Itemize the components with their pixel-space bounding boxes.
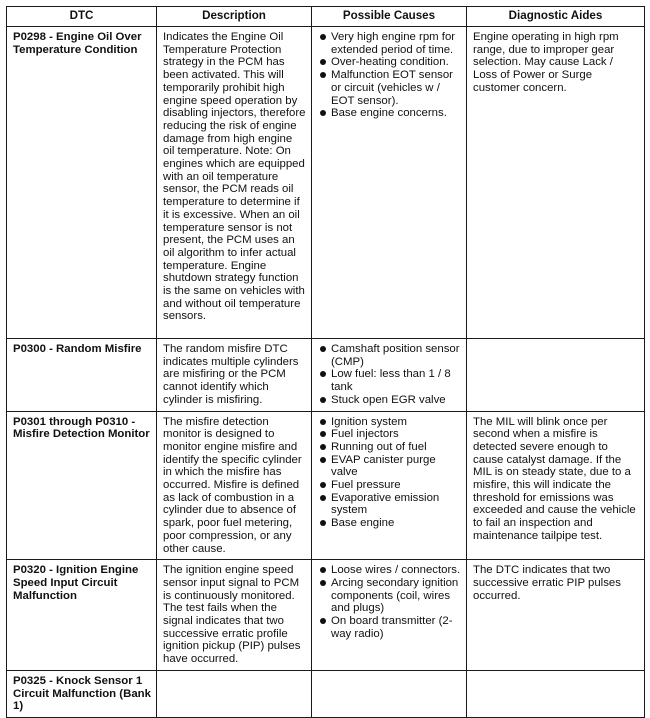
diagnostic-aides-cell: The MIL will blink once per second when a misfire is detected severe enough to cause catalyst damage. If the MIL is on steady state, due to a misfire, this will indicate the threshold for emissions was exceeded and cause the vehicle to fail an inspection and maintenance tailpipe test. bbox=[467, 411, 645, 560]
bullet-icon bbox=[320, 482, 326, 488]
list-item: Loose wires / connectors. bbox=[318, 564, 461, 577]
description-cell: Indicates the Engine Oil Temperature Protection strategy in the PCM has been activated. This will temporarily prohibit high engine speed operation by disabling injectors, therefore reducing the risk of engine damage from high engine oil temperature. Note: On engines which are equipped with an oil temperature sensor, the PCM reads oil temperature to determine if it is excessive. When an oil temperature sensor is not present, the PCM uses an oil algorithm to infer actual temperature. Engine shutdown strategy function is the same on vehicles with and without oil temperature sensors. bbox=[157, 27, 312, 339]
description-cell: The random misfire DTC indicates multiple cylinders are misfiring or the PCM cannot identify which cylinder is misfiring. bbox=[157, 339, 312, 412]
bullet-icon bbox=[320, 520, 326, 526]
dtc-table bbox=[6, 6, 645, 718]
header-possible-causes: Possible Causes bbox=[312, 7, 467, 27]
bullet-icon bbox=[320, 59, 326, 65]
bullet-icon bbox=[320, 431, 326, 437]
dtc-code-cell: P0301 through P0310 - Misfire Detection Monitor bbox=[7, 411, 157, 560]
bullet-icon bbox=[320, 72, 326, 78]
bullet-icon bbox=[320, 419, 326, 425]
list-item: Over-heating condition. bbox=[318, 56, 461, 69]
list-item: Fuel injectors bbox=[318, 428, 461, 441]
bullet-icon bbox=[320, 371, 326, 377]
list-item: Base engine concerns. bbox=[318, 107, 461, 120]
table-row bbox=[7, 411, 645, 560]
causes-list bbox=[318, 31, 461, 120]
diagnostic-aides-cell bbox=[467, 339, 645, 412]
list-item: Ignition system bbox=[318, 416, 461, 429]
list-item: Stuck open EGR valve bbox=[318, 394, 461, 407]
description-cell: The ignition engine speed sensor input signal to PCM is continuously monitored. The test fails when the signal indicates that two successive erratic profile ignition pickup (PIP) pulses have occurred. bbox=[157, 560, 312, 671]
causes-list bbox=[318, 416, 461, 530]
table-row bbox=[7, 670, 645, 717]
bullet-icon bbox=[320, 580, 326, 586]
causes-cell bbox=[312, 670, 467, 717]
dtc-code-cell: P0325 - Knock Sensor 1 Circuit Malfunction (Bank 1) bbox=[7, 670, 157, 717]
header-description: Description bbox=[157, 7, 312, 27]
bullet-icon bbox=[320, 495, 326, 501]
list-item: Low fuel: less than 1 / 8 tank bbox=[318, 368, 461, 393]
diagnostic-aides-cell: The DTC indicates that two successive erratic PIP pulses occurred. bbox=[467, 560, 645, 671]
diagnostic-aides-cell: Engine operating in high rpm range, due to improper gear selection. May cause Lack / Loss of Power or Surge customer concern. bbox=[467, 27, 645, 339]
causes-list bbox=[318, 564, 461, 640]
dtc-code-cell: P0300 - Random Misfire bbox=[7, 339, 157, 412]
causes-cell bbox=[312, 560, 467, 671]
table-header-row bbox=[7, 7, 645, 27]
table-row bbox=[7, 339, 645, 412]
bullet-icon bbox=[320, 34, 326, 40]
causes-cell bbox=[312, 27, 467, 339]
dtc-code-cell: P0320 - Ignition Engine Speed Input Circuit Malfunction bbox=[7, 560, 157, 671]
list-item: Running out of fuel bbox=[318, 441, 461, 454]
causes-list bbox=[318, 343, 461, 407]
dtc-document bbox=[6, 6, 644, 718]
list-item: Fuel pressure bbox=[318, 479, 461, 492]
list-item: Camshaft position sensor (CMP) bbox=[318, 343, 461, 368]
list-item: On board transmitter (2-way radio) bbox=[318, 615, 461, 640]
list-item: Base engine bbox=[318, 517, 461, 530]
description-cell bbox=[157, 670, 312, 717]
list-item: Very high engine rpm for extended period of time. bbox=[318, 31, 461, 56]
list-item: Arcing secondary ignition components (coil, wires and plugs) bbox=[318, 577, 461, 615]
diagnostic-aides-cell bbox=[467, 670, 645, 717]
bullet-icon bbox=[320, 457, 326, 463]
causes-cell bbox=[312, 411, 467, 560]
list-item: EVAP canister purge valve bbox=[318, 454, 461, 479]
description-cell: The misfire detection monitor is designed to monitor engine misfire and identify the specific cylinder in which the misfire has occurred. Misfire is defined as lack of combustion in a cylinder due to absence of spark, poor fuel metering, poor compression, or any other cause. bbox=[157, 411, 312, 560]
list-item: Malfunction EOT sensor or circuit (vehicles w / EOT sensor). bbox=[318, 69, 461, 107]
table-row bbox=[7, 560, 645, 671]
bullet-icon bbox=[320, 110, 326, 116]
bullet-icon bbox=[320, 397, 326, 403]
bullet-icon bbox=[320, 444, 326, 450]
header-dtc: DTC bbox=[7, 7, 157, 27]
dtc-code-cell: P0298 - Engine Oil Over Temperature Condition bbox=[7, 27, 157, 339]
table-row bbox=[7, 27, 645, 339]
bullet-icon bbox=[320, 618, 326, 624]
header-diagnostic-aides: Diagnostic Aides bbox=[467, 7, 645, 27]
bullet-icon bbox=[320, 346, 326, 352]
causes-cell bbox=[312, 339, 467, 412]
list-item: Evaporative emission system bbox=[318, 492, 461, 517]
bullet-icon bbox=[320, 567, 326, 573]
